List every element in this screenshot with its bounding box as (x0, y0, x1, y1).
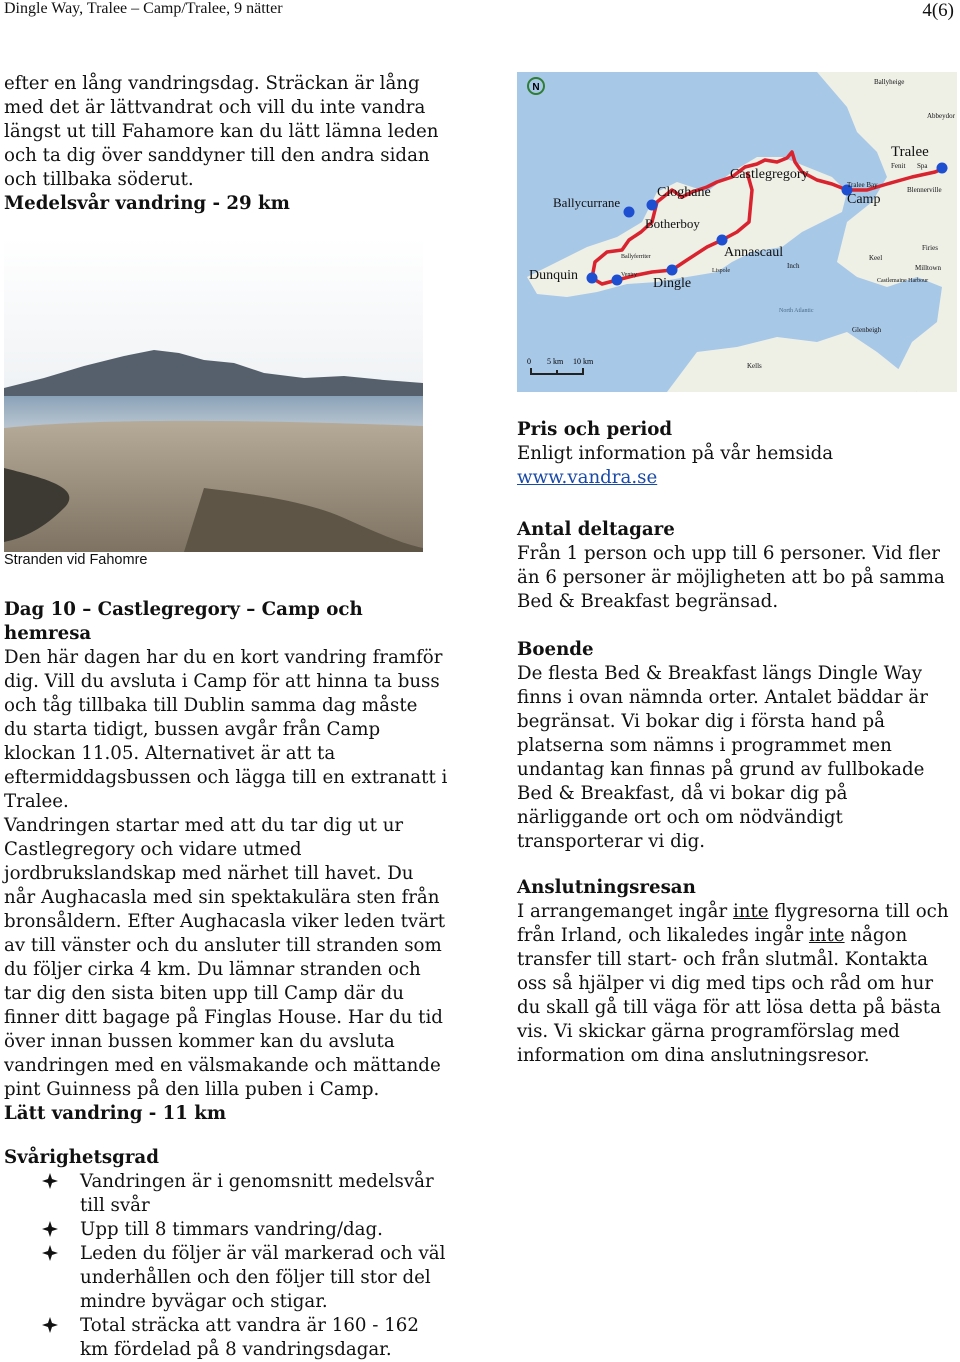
connection-text: I arrangemanget ingår (517, 901, 733, 922)
stop-ballycurrane (624, 207, 635, 218)
lodging-line: närliggande ort och om nödvändigt (517, 807, 843, 828)
map-label-spa: Spa (917, 162, 928, 170)
stop-dunquin (587, 273, 598, 284)
price-text: Enligt information på vår hemsida (517, 443, 834, 464)
lodging-heading: Boende (517, 639, 594, 660)
map-label-inch: Inch (787, 262, 800, 270)
map-label-milltown: Milltown (915, 264, 942, 272)
map-label-botherboy: Botherboy (645, 216, 700, 231)
difficulty-item-line: Vandringen är i genomsnitt medelsvår (80, 1171, 434, 1192)
map-label-fenit: Fenit (891, 162, 906, 170)
day10-body-line: bronsåldern. Efter Aughacasla viker leden tvärt (4, 911, 446, 932)
map-label-ventry: Ventry (621, 272, 637, 278)
connection-line: oss så hjälper vi dig med tips och råd om hur (517, 973, 934, 994)
diamond-bullet-icon (42, 1245, 58, 1261)
intro-line: efter en lång vandringsdag. Sträckan är lång (4, 73, 420, 94)
difficulty-item (4, 1170, 484, 1218)
day10-body-line: och tåg tillbaka till Dublin samma dag måste (4, 695, 418, 716)
difficulty-item (4, 1218, 484, 1242)
difficulty-list (4, 1170, 484, 1362)
lodging-line: begränsat. Vi bokar dig i första hand på (517, 711, 885, 732)
compass-n-label: N (532, 82, 540, 93)
stop-cloghane (647, 200, 658, 211)
stop-dingle (667, 265, 678, 276)
day10-body-line: klockan 11.05. Alternativet är att ta (4, 743, 336, 764)
map-label-ballyferriter: Ballyferriter (621, 254, 651, 260)
connection-line: du skall gå till väga för att lösa detta på bästa (517, 997, 941, 1018)
difficulty-item-line: Total sträcka att vandra är 160 - 162 (80, 1315, 419, 1336)
intro-text (4, 72, 474, 216)
difficulty-item-line: Leden du följer är väl markerad och väl (80, 1243, 446, 1264)
map-label-abbeydorney: Abbeydor (927, 112, 955, 120)
lodging-section (517, 638, 957, 854)
map-label-ballyheige: Ballyheige (874, 78, 905, 86)
map-label-lispole: Lispole (712, 268, 730, 274)
photo-caption: Stranden vid Fahomre (4, 552, 148, 568)
participants-section (517, 518, 957, 614)
diamond-bullet-icon (42, 1317, 58, 1333)
page-number: 4(6) (922, 0, 954, 21)
day10-title-line: hemresa (4, 623, 92, 644)
difficulty-item-line: Upp till 8 timmars vandring/dag. (80, 1219, 383, 1240)
connection-text: flygresorna till och (768, 901, 949, 922)
day10-body-line: tar dig den sista biten upp till Camp där du (4, 983, 404, 1004)
participants-heading: Antal deltagare (517, 519, 675, 540)
connection-text: från Irland, och likaledes ingår (517, 925, 809, 946)
participants-line: än 6 personer är möjligheten att bo på samma (517, 567, 945, 588)
difficulty-item (4, 1314, 484, 1362)
day10-body-line: över innan bussen kommer kan du avsluta (4, 1031, 395, 1052)
map-label-keel: Keel (869, 254, 883, 262)
map-label-dunquin: Dunquin (529, 268, 578, 283)
difficulty-item (4, 1242, 484, 1314)
map-label-ballycurrane: Ballycurrane (553, 195, 621, 210)
day10-section (4, 598, 484, 1126)
day10-body-line: Tralee. (4, 791, 69, 812)
day10-grade: Lätt vandring - 11 km (4, 1103, 227, 1124)
map-label-castlegregory: Castlegregory (730, 167, 809, 182)
difficulty-item-line: km fördelad på 8 vandringsdagar. (80, 1339, 392, 1360)
connection-line (517, 924, 957, 948)
map-label-blennerville: Blennerville (907, 186, 942, 194)
lodging-line: platserna som nämns i programmet men (517, 735, 892, 756)
scale-label-zero: 0 (527, 357, 531, 366)
intro-line: med det är lättvandrat och vill du inte vandra (4, 97, 426, 118)
map-label-annascaul: Annascaul (724, 245, 784, 260)
difficulty-heading: Svårighetsgrad (4, 1147, 159, 1168)
connection-line: vis. Vi skickar gärna programförslag med (517, 1021, 900, 1042)
day10-body-line: jordbrukslandskap med närhet till havet. Du (4, 863, 414, 884)
scale-label-five: 5 km (547, 357, 564, 366)
price-section (517, 418, 957, 490)
day10-body-line: Vandringen startar med att du tar dig ut ur (4, 815, 404, 836)
lodging-line: finns i ovan nämnda orter. Antalet bäddar är (517, 687, 928, 708)
difficulty-item-line: underhållen och den följer till stor del (80, 1267, 431, 1288)
connection-line (517, 900, 957, 924)
difficulty-item-line: till svår (80, 1195, 150, 1216)
day10-body-line: Den här dagen har du en kort vandring framför (4, 647, 443, 668)
day10-body-line: dig. Vill du avsluta i Camp för att hinna ta buss (4, 671, 440, 692)
intro-line: och tillbaka söderut. (4, 169, 194, 190)
day10-body-line: finner ditt bagage på Finglas House. Har du tid (4, 1007, 443, 1028)
connection-emphasis: inte (808, 925, 845, 946)
lodging-line: Bed & Breakfast, då vi bokar dig på (517, 783, 848, 804)
lodging-line: De flesta Bed & Breakfast längs Dingle Way (517, 663, 922, 684)
website-link[interactable]: www.vandra.se (517, 467, 658, 488)
day10-body-line: når Aughacasla med sin spektakulära sten från (4, 887, 440, 908)
route-map (517, 72, 957, 392)
map-label-camp: Camp (847, 192, 881, 207)
day10-body-line: Castlegregory och vidare utmed (4, 839, 302, 860)
diamond-bullet-icon (42, 1173, 58, 1189)
map-label-cloghane: Cloghane (657, 185, 711, 200)
connection-section (517, 876, 957, 1068)
beach-photo (4, 238, 423, 552)
stop-annascaul (717, 235, 728, 246)
map-label-northatlantic: North Atlantic (779, 308, 814, 314)
map-label-glenbeigh: Glenbeigh (852, 326, 882, 334)
intro-line: och ta dig över sanddyner till den andra sidan (4, 145, 430, 166)
participants-line: Bed & Breakfast begränsad. (517, 591, 779, 612)
map-label-tralee: Tralee (891, 144, 929, 160)
connection-text: någon (844, 925, 908, 946)
day10-title-line: Dag 10 – Castlegregory – Camp och (4, 599, 363, 620)
map-label-firies: Firies (922, 244, 938, 252)
day10-body-line: vandringen med en välsmakande och mättande (4, 1055, 441, 1076)
page-header-title: Dingle Way, Tralee – Camp/Tralee, 9 nätter (4, 0, 283, 17)
difficulty-item-line: mindre byvägar och stigar. (80, 1291, 328, 1312)
price-heading: Pris och period (517, 419, 673, 440)
connection-line: transfer till start- och från slutmål. Kontakta (517, 949, 928, 970)
map-label-traleebay: Tralee Bay (847, 181, 878, 189)
day10-body-line: du följer cirka 4 km. Du lämnar stranden och (4, 959, 421, 980)
connection-line: information om dina anslutningsresor. (517, 1045, 870, 1066)
day10-body-line: pint Guinness på den lilla puben i Camp. (4, 1079, 380, 1100)
lodging-line: transporterar vi dig. (517, 831, 706, 852)
participants-line: Från 1 person och upp till 6 personer. Vid fler (517, 543, 940, 564)
day10-body-line: av till vänster och du ansluter till stranden som (4, 935, 442, 956)
day10-body-line: du starta tidigt, bussen avgår från Camp (4, 719, 381, 740)
connection-heading: Anslutningsresan (517, 877, 696, 898)
connection-emphasis: inte (732, 901, 769, 922)
diamond-bullet-icon (42, 1221, 58, 1237)
map-label-dingle: Dingle (653, 276, 692, 291)
scale-label-ten: 10 km (573, 357, 594, 366)
lodging-line: undantag kan finnas på grund av fullbokade (517, 759, 925, 780)
map-label-castlemaine: Castlemaine Harbour (877, 278, 929, 284)
day10-body-line: eftermiddagsbussen och lägga till en extranatt i (4, 767, 448, 788)
intro-grade: Medelsvår vandring - 29 km (4, 193, 290, 214)
intro-line: längst ut till Fahamore kan du lätt lämna leden (4, 121, 439, 142)
stop-tralee (937, 163, 948, 174)
difficulty-section (4, 1146, 484, 1362)
map-label-kells: Kells (747, 362, 762, 370)
